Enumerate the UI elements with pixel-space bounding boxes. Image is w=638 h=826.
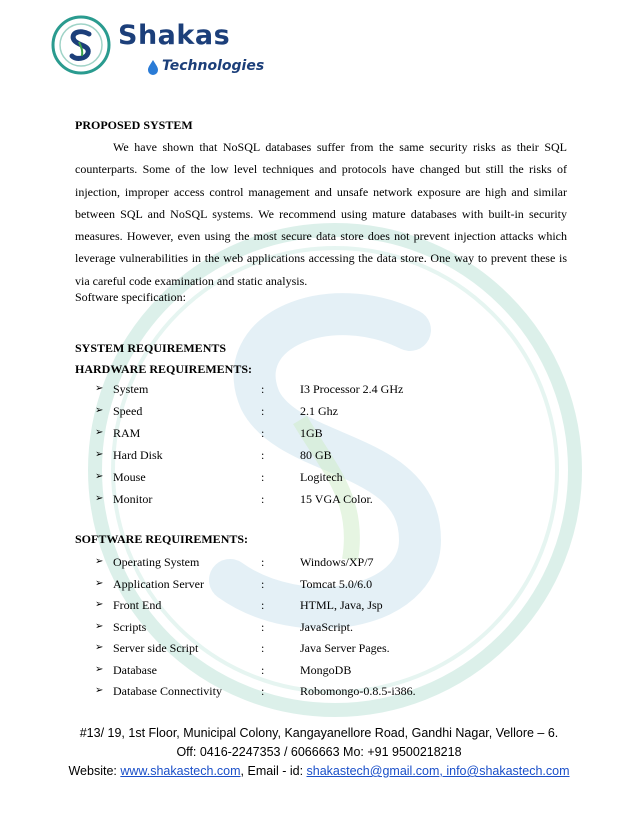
separator-colon: : (261, 470, 265, 484)
hardware-value: 2.1 Ghz (300, 404, 338, 418)
separator-colon: : (261, 619, 265, 634)
separator-colon: : (261, 555, 265, 569)
footer-website-prefix: Website: (68, 764, 121, 778)
arrow-bullet-icon: ➢ (95, 493, 104, 504)
separator-colon: : (261, 404, 265, 418)
arrow-bullet-icon: ➢ (95, 471, 104, 482)
software-label: Database Connectivity (113, 684, 222, 698)
software-row (95, 577, 495, 595)
separator-colon: : (261, 426, 265, 440)
separator-colon: : (261, 641, 265, 655)
software-value: JavaScript. (300, 619, 353, 634)
separator-colon: : (261, 662, 265, 677)
website-link[interactable]: www.shakastech.com (120, 764, 241, 778)
hardware-label: RAM (113, 426, 141, 440)
water-drop-icon (147, 59, 159, 75)
logo-title: Shakas (118, 20, 231, 51)
software-label: Scripts (113, 619, 147, 634)
software-value: Robomongo-0.8.5-i386. (300, 684, 416, 698)
email-link[interactable]: shakastech@gmail.com, info@shakastech.com (306, 764, 570, 778)
software-label: Database (113, 662, 157, 677)
arrow-bullet-icon: ➢ (95, 556, 104, 567)
separator-colon: : (261, 598, 265, 612)
software-row (95, 620, 495, 638)
separator-colon: : (261, 382, 265, 396)
software-value: MongoDB (300, 662, 352, 677)
arrow-bullet-icon: ➢ (95, 663, 104, 675)
logo-emblem-icon (50, 14, 112, 76)
arrow-bullet-icon: ➢ (95, 577, 104, 589)
logo-subtitle: Technologies (162, 58, 265, 74)
proposed-system-heading: PROPOSED SYSTEM (75, 118, 193, 132)
software-value: Tomcat 5.0/6.0 (300, 576, 373, 591)
hardware-row (95, 426, 495, 444)
software-label: Server side Script (113, 641, 199, 655)
separator-colon: : (261, 448, 265, 462)
arrow-bullet-icon: ➢ (95, 620, 104, 632)
separator-colon: : (261, 492, 265, 506)
system-requirements-heading: SYSTEM REQUIREMENTS (75, 341, 227, 355)
arrow-bullet-icon: ➢ (95, 405, 104, 416)
hardware-row (95, 382, 495, 400)
software-specification-label: Software specification: (75, 290, 186, 304)
hardware-row (95, 470, 495, 488)
hardware-label: Hard Disk (113, 448, 163, 462)
software-label: Operating System (113, 555, 200, 569)
hardware-label: Mouse (113, 470, 146, 484)
separator-colon: : (261, 684, 265, 698)
software-row (95, 555, 495, 573)
footer-contact (40, 764, 598, 778)
arrow-bullet-icon: ➢ (95, 599, 104, 610)
arrow-bullet-icon: ➢ (95, 642, 104, 653)
software-row (95, 641, 495, 659)
separator-colon: : (261, 576, 265, 591)
company-logo (50, 14, 270, 78)
hardware-value: I3 Processor 2.4 GHz (300, 382, 404, 396)
software-label: Application Server (113, 576, 204, 591)
footer-phone: Off: 0416-2247353 / 6066663 Mo: +91 9500218218 (176, 745, 462, 759)
hardware-label: System (113, 382, 149, 396)
software-row (95, 684, 495, 702)
footer-email-prefix: , Email - id: (240, 764, 307, 778)
arrow-bullet-icon: ➢ (95, 383, 104, 394)
arrow-bullet-icon: ➢ (95, 427, 104, 438)
software-value: HTML, Java, Jsp (300, 598, 383, 612)
software-requirements-heading: SOFTWARE REQUIREMENTS: (75, 532, 249, 546)
hardware-row (95, 492, 495, 510)
software-row (95, 598, 495, 616)
hardware-value: Logitech (300, 470, 343, 484)
proposed-system-paragraph: We have shown that NoSQL databases suffer from the same security risks as their SQL counterparts. Some of the low level techniques and protocols have changed but still the risks of injection, improper access control management and unsafe network exposure are high and similar between SQL and NoSQL systems. We recommend using mature databases with built-in security measures. However, even using the most secure data store does not prevent injection attacks which leverage vulnerabilities in the web applications accessing the data store. One way to prevent these is via careful code examination and static analysis. (75, 140, 567, 288)
hardware-row (95, 448, 495, 466)
software-value: Java Server Pages. (300, 641, 390, 655)
hardware-value: 1GB (300, 426, 323, 440)
software-value: Windows/XP/7 (300, 555, 374, 569)
arrow-bullet-icon: ➢ (95, 449, 104, 460)
hardware-requirements-heading: HARDWARE REQUIREMENTS: (75, 362, 253, 376)
arrow-bullet-icon: ➢ (95, 685, 104, 696)
hardware-value: 80 GB (300, 448, 332, 462)
footer-address: #13/ 19, 1st Floor, Municipal Colony, Kangayanellore Road, Gandhi Nagar, Vellore – 6. (79, 726, 559, 740)
hardware-label: Monitor (113, 492, 153, 506)
hardware-label: Speed (113, 404, 143, 418)
software-label: Front End (113, 598, 162, 612)
hardware-row (95, 404, 495, 422)
hardware-value: 15 VGA Color. (300, 492, 373, 506)
software-row (95, 663, 495, 681)
